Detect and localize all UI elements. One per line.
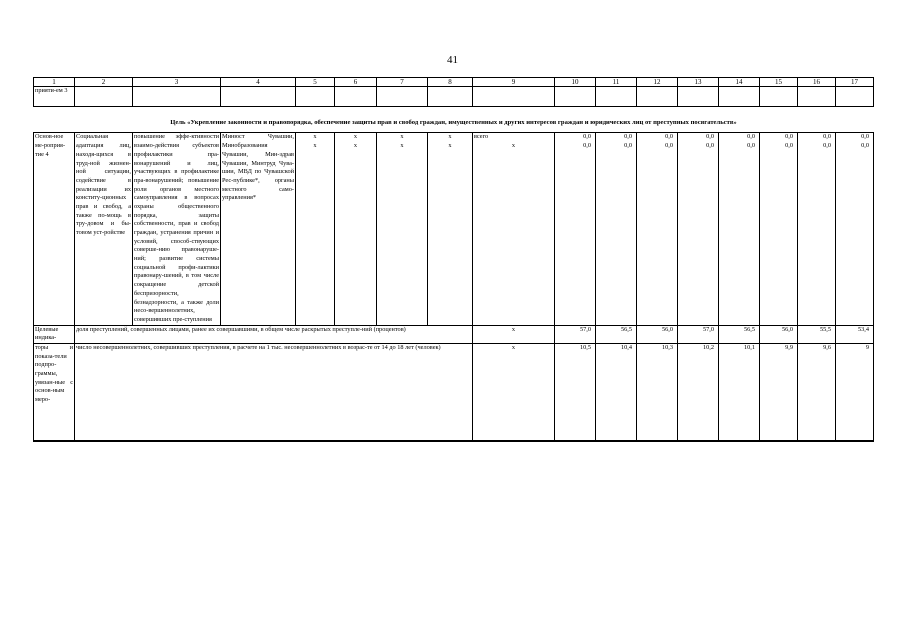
- event-name: Социальная адаптация лиц, находя-щихся в труд-ной жизнен-ной ситуации, содействие в реализации их конститу-ционных прав и свобод, а также по-мощь в тру-довом и бы-товом уст-ройстве: [75, 133, 133, 325]
- event-value: 0,0 0,0: [637, 133, 678, 325]
- header-col: 13: [678, 78, 719, 87]
- target-label-bottom: торы и показа-тели подпро-граммы, увязан-ные с основ-ным меро-: [34, 343, 75, 441]
- target-row: [34, 343, 874, 441]
- header-col: 5: [296, 78, 335, 87]
- target-value: 9,6: [798, 343, 836, 441]
- target-x: x: [473, 325, 555, 343]
- header-col: 16: [798, 78, 836, 87]
- event-row: [34, 133, 874, 325]
- continued-row: [34, 87, 874, 107]
- header-col: 14: [719, 78, 760, 87]
- event-cell: x x: [296, 133, 335, 325]
- header-col: 8: [428, 78, 473, 87]
- header-col: 1: [34, 78, 75, 87]
- header-col: 7: [377, 78, 428, 87]
- event-value: 0,0 0,0: [555, 133, 596, 325]
- target-value: 10,3: [637, 343, 678, 441]
- header-col: 3: [133, 78, 221, 87]
- event-value: 0,0 0,0: [719, 133, 760, 325]
- event-cell: x x: [377, 133, 428, 325]
- event-label: Основ-ное ме-роприя-тие 4: [34, 133, 75, 325]
- target-value: 56,5: [719, 325, 760, 343]
- target-value: 56,5: [596, 325, 637, 343]
- target-value: 10,4: [596, 343, 637, 441]
- target-value: 57,0: [555, 325, 596, 343]
- page-number: 41: [447, 54, 458, 66]
- header-col: 17: [836, 78, 874, 87]
- continued-label: прияти-ем 3: [34, 87, 75, 107]
- header-col: 4: [221, 78, 296, 87]
- event-goals: повышение эффе-ктивности взаимо-действия субъектов профилактики пра-вонарушений и лиц, участвующих в профилактике пра-вонарушений; повышение роли органов местного самоуправления в вопросах охраны общественного порядка, защиты собственности, прав и свобод граждан, устранения причин и условий, способ-ствующих соверше-нию правонаруше-ний; развитие системы социальной профи-лактики правонару-шений, в том числе сокращение детской беспризорности, безнадзорности, а также доли несо-вершеннолетних, совершивших пре-ступления: [133, 133, 221, 325]
- header-col: 9: [473, 78, 555, 87]
- target-value: 56,0: [637, 325, 678, 343]
- header-col: 15: [760, 78, 798, 87]
- program-table: [33, 77, 874, 442]
- target-value: 56,0: [760, 325, 798, 343]
- event-value: 0,0 0,0: [596, 133, 637, 325]
- target-value: 9,9: [760, 343, 798, 441]
- header-col: 10: [555, 78, 596, 87]
- header-col: 12: [637, 78, 678, 87]
- target-value: 10,5: [555, 343, 596, 441]
- event-value: 0,0 0,0: [836, 133, 874, 325]
- goal-text: Цель «Укрепление законности и правопорядка, обеспечение защиты прав и свобод граждан, имущественных и других интересов граждан и юридических лиц от преступных посягательств»: [170, 119, 737, 127]
- event-executor: Минюст Чувашии, Минобразования Чувашии, Мин-здрав Чувашии, Минтруд Чува-шии, МВД по Чувашской Рес-публике*, органы местного само-управления*: [221, 133, 296, 325]
- target-indicator: число несовершеннолетних, совершивших преступления, в расчете на 1 тыс. несовершеннолетних в возрас-те от 14 до 18 лет (человек): [75, 343, 473, 441]
- target-value: 9: [836, 343, 874, 441]
- header-col: 11: [596, 78, 637, 87]
- event-value: 0,0 0,0: [798, 133, 836, 325]
- event-cell: x x: [335, 133, 377, 325]
- target-value: 10,2: [678, 343, 719, 441]
- event-value: 0,0 0,0: [760, 133, 798, 325]
- header-row: [34, 78, 874, 87]
- header-col: 2: [75, 78, 133, 87]
- target-value: 57,0: [678, 325, 719, 343]
- goal-row: [34, 107, 874, 133]
- target-x: x: [473, 343, 555, 441]
- header-col: 6: [335, 78, 377, 87]
- target-value: 53,4: [836, 325, 874, 343]
- target-value: 55,5: [798, 325, 836, 343]
- target-row: [34, 325, 874, 343]
- event-value: 0,0 0,0: [678, 133, 719, 325]
- target-label-top: Целевые индика-: [34, 325, 75, 343]
- target-value: 10,1: [719, 343, 760, 441]
- target-indicator: доля преступлений, совершенных лицами, ранее их совершавшими, в общем числе раскрытых преступле-ний (процентов): [75, 325, 473, 343]
- funding-source: всего x: [473, 133, 555, 325]
- event-cell: x x: [428, 133, 473, 325]
